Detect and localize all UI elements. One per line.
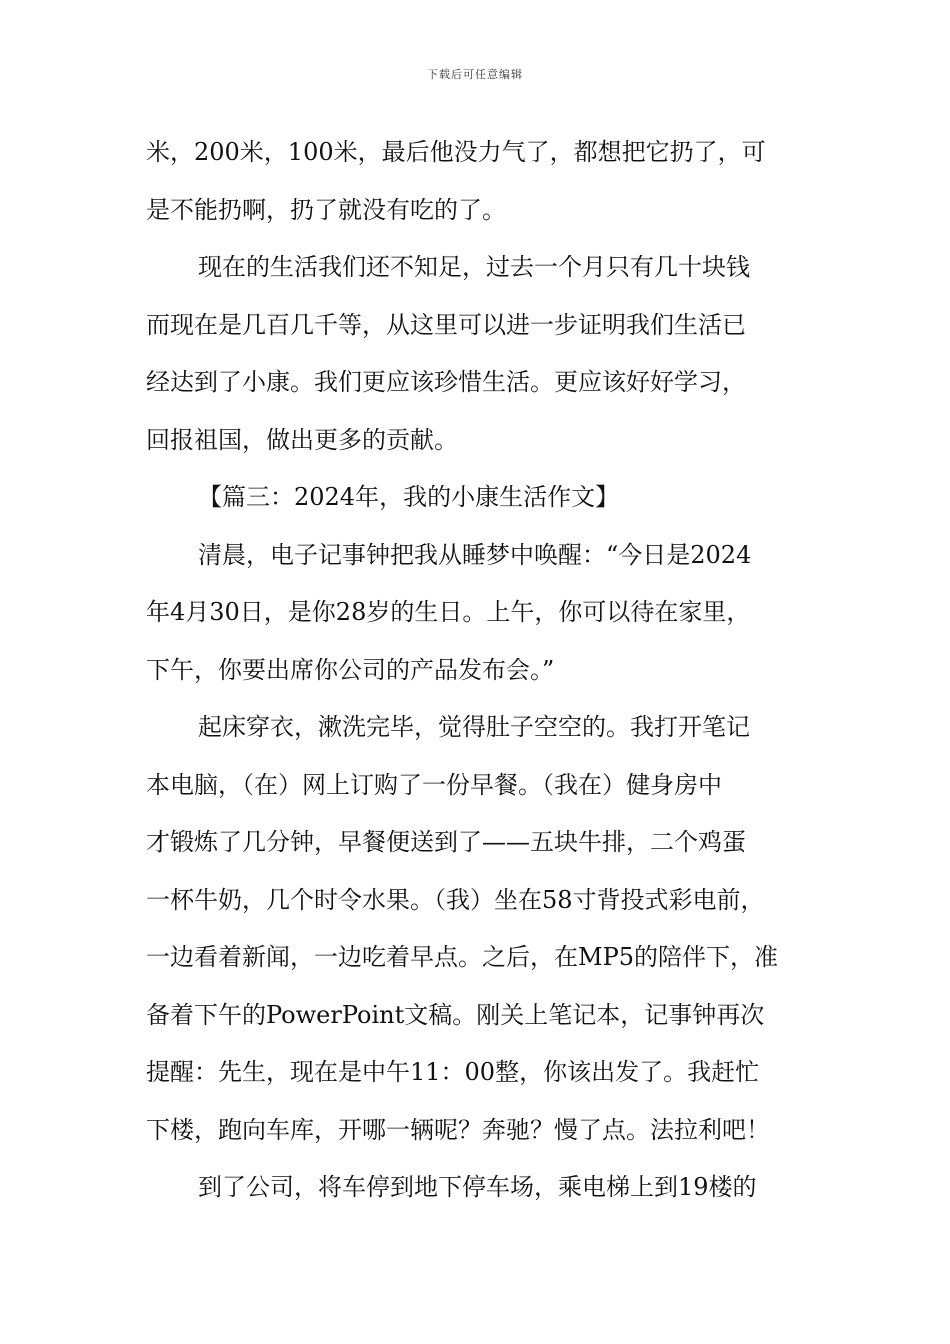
text-line: 而现在是几百几千等，从这里可以进一步证明我们生活已: [146, 310, 746, 339]
text-line: 是不能扔啊，扔了就没有吃的了。: [146, 195, 506, 224]
text-line: 清晨，电子记事钟把我从睡梦中唤醒：“今日是2024: [198, 540, 752, 569]
text-line: 回报祖国，做出更多的贡献。: [146, 425, 458, 454]
text-line: 下楼，跑向车库，开哪一辆呢？奔驰？慢了点。法拉利吧！: [146, 1115, 770, 1144]
text-line: 提醒：先生，现在是中午11：00整，你该出发了。我赶忙: [146, 1058, 760, 1086]
text-line: 现在的生活我们还不知足，过去一个月只有几十块钱: [198, 253, 750, 281]
text-line: 本电脑，（在）网上订购了一份早餐。（我在）健身房中: [146, 770, 722, 799]
text-line: 一边看着新闻，一边吃着早点。之后，在MP5的陪伴下，准: [146, 943, 778, 971]
text-line: 备着下午的PowerPoint文稿。刚关上笔记本，记事钟再次: [146, 1000, 765, 1029]
text-line: 年4月30日，是你28岁的生日。上午，你可以待在家里，: [146, 598, 751, 626]
text-line: 到了公司，将车停到地下停车场，乘电梯上到19楼的: [198, 1173, 757, 1201]
document-body: [146, 124, 818, 1217]
text-line: 经达到了小康。我们更应该珍惜生活。更应该好好学习，: [146, 368, 746, 396]
page-header-note: 下载后可任意编辑: [427, 68, 523, 81]
text-line: 下午，你要出席你公司的产品发布会。”: [146, 655, 555, 684]
text-line: 一杯牛奶，几个时令水果。（我）坐在58寸背投式彩电前，: [146, 885, 765, 914]
text-line: 起床穿衣，漱洗完毕，觉得肚子空空的。我打开笔记: [198, 713, 750, 741]
text-line: 才锻炼了几分钟，早餐便送到了——五块牛排，二个鸡蛋: [146, 828, 746, 856]
text-line: 米，200米，100米，最后他没力气了，都想把它扔了，可: [146, 138, 766, 166]
section-heading: 【篇三：2024年，我的小康生活作文】: [198, 483, 620, 511]
